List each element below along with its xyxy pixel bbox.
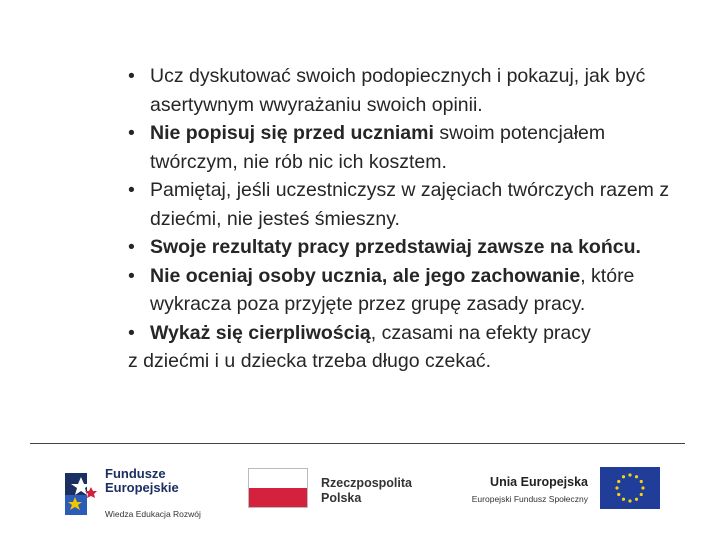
list-item [128,319,688,348]
bullet: • [128,122,135,144]
bullet: • [128,264,135,287]
list-item [128,176,688,233]
ue-subtitle: Europejski Fundusz Społeczny [471,494,588,504]
item-text: , czasami na efekty pracy [370,321,591,344]
item-bold: Wykaż się cierpliwością [150,321,371,344]
tail-line: z dziećmi i u dziecka trzeba długo czekać. [128,350,492,372]
eu-star-icon [641,486,644,489]
eu-star-icon [635,498,638,501]
bullet: • [128,65,135,87]
unia-europejska-logo [460,467,660,515]
fe-line1: Fundusze [105,466,166,481]
eu-star-icon [622,475,625,478]
eu-star-icon [628,473,631,476]
item-bold: Nie popisuj się przed uczniami [150,122,434,144]
footer-divider [30,443,685,444]
item-bold: Swoje rezultaty pracy przedstawiaj zawsze na końcu. [150,236,641,258]
rp-line1: Rzeczpospolita [321,476,412,490]
eu-star-icon [622,498,625,501]
fe-line2: Europejskie [105,480,179,495]
eu-star-icon [617,493,620,496]
eu-star-icon [628,499,631,502]
bullet: • [128,321,135,344]
fe-emblem-icon [63,465,103,515]
eu-star-icon [617,480,620,483]
eu-star-icon [640,493,643,496]
eu-star-icon [615,486,618,489]
item-text: swoim potencjałem twórczym, nie rób nic ich kosztem. [150,122,606,173]
fundusze-europejskie-logo [63,465,223,517]
polish-flag-icon [248,468,308,508]
bullet: • [128,236,135,258]
eu-flag-icon [600,467,660,509]
content-list [128,62,688,376]
eu-star-icon [635,475,638,478]
list-item [128,262,688,319]
item-bold: Nie oceniaj osoby ucznia, ale jego zachowanie [150,264,581,287]
fe-subtitle: Wiedza Edukacja Rozwój [105,509,201,519]
eu-star-icon [640,480,643,483]
list-item [128,62,688,119]
item-text: Ucz dyskutować swoich podopiecznych i pokazuj, jak być asertywnym wwyrażaniu swoich opinii. [150,65,646,116]
bullet: • [128,179,135,201]
item-text: Pamiętaj, jeśli uczestniczysz w zajęciach twórczych razem z dziećmi, nie jesteś śmieszny. [150,179,670,230]
ue-title: Unia Europejska [490,475,588,489]
rzeczpospolita-polska-logo [248,468,438,513]
list-item [128,233,688,262]
list-item [128,119,688,176]
item-text: , które wykracza poza przyjęte przez grupę zasady pracy. [150,264,635,315]
rp-line2: Polska [321,491,362,505]
footer-logos [0,455,720,525]
